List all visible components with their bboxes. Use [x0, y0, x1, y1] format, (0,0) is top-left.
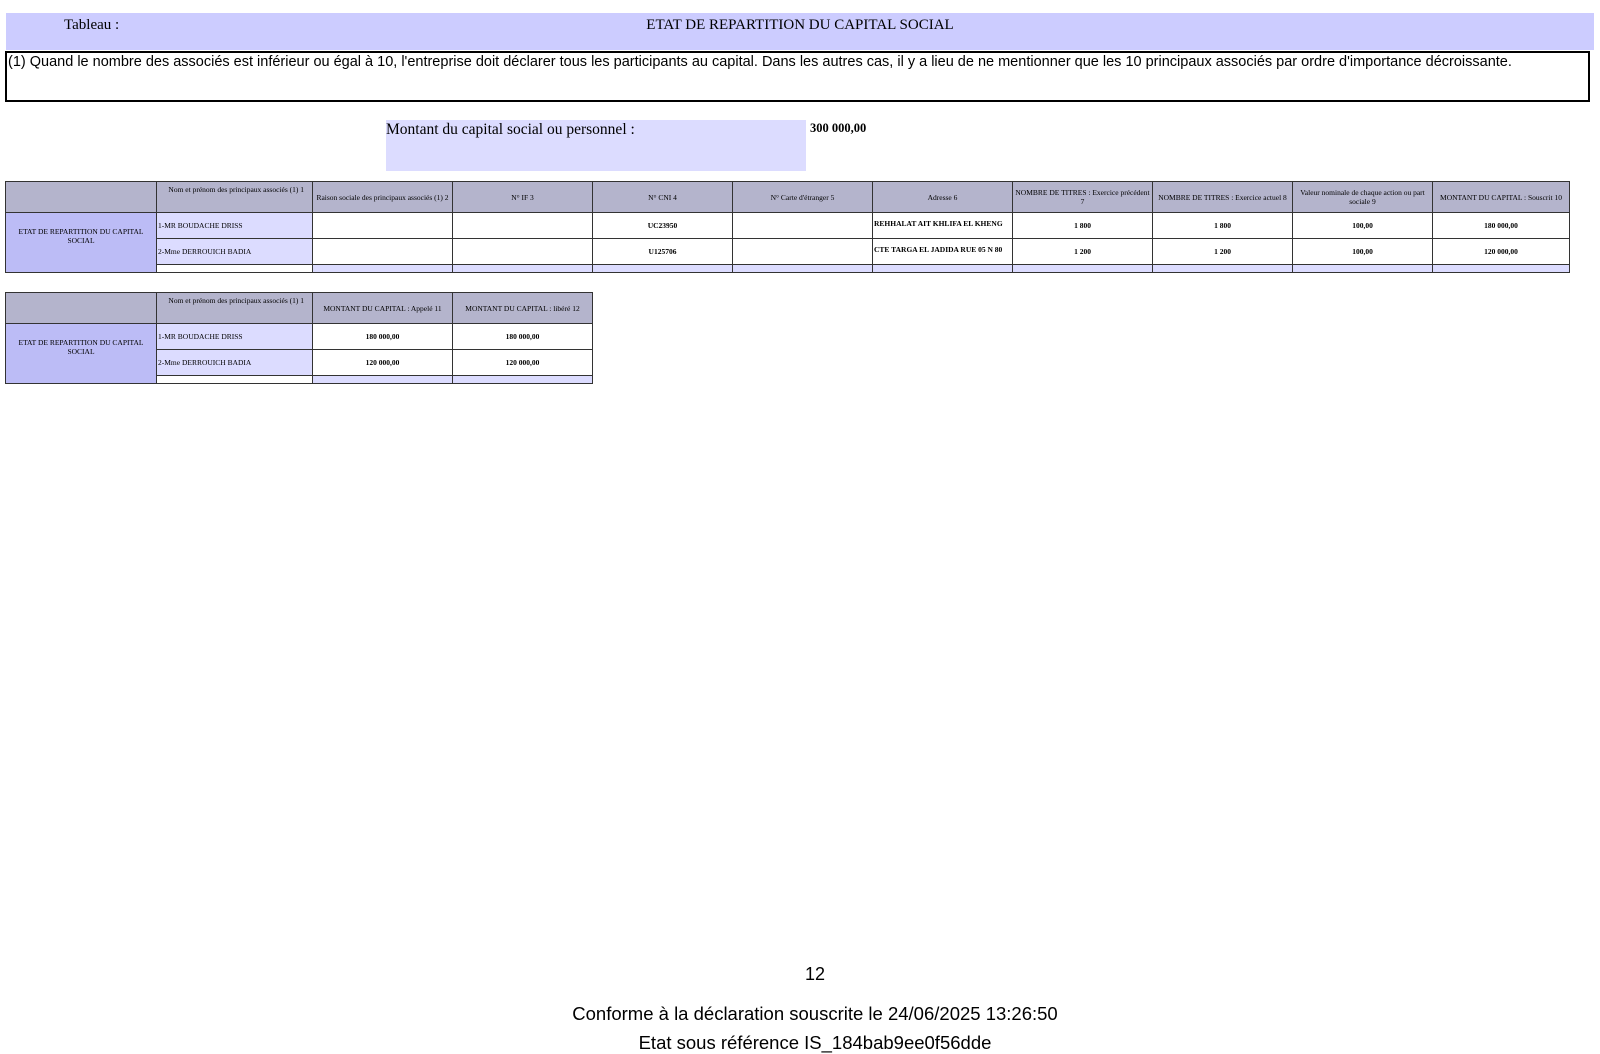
conformity-statement: Conforme à la déclaration souscrite le 24/06/2025 13:26:50	[572, 1003, 1058, 1024]
header-band	[6, 13, 1594, 50]
row-group-header: ETAT DE REPARTITION DU CAPITAL SOCIAL	[6, 213, 157, 273]
blank-cell	[1153, 265, 1293, 273]
blank-cell	[1293, 265, 1433, 273]
header-corner	[6, 182, 157, 213]
cell-raison	[313, 213, 453, 239]
cell-appele: 180 000,00	[313, 324, 453, 350]
blank-cell	[313, 376, 453, 384]
note-box: (1) Quand le nombre des associés est inférieur ou égal à 10, l'entreprise doit déclarer tous les participants au capital. Dans les autres cas, il y a lieu de ne mentionner que les 10 principaux associés par ordre d'importance décroissante.	[5, 51, 1590, 102]
col-header-carte: N° Carte d'étranger 5	[733, 182, 873, 213]
col-header-souscrit: MONTANT DU CAPITAL : Souscrit 10	[1433, 182, 1570, 213]
cell-raison	[313, 239, 453, 265]
cell-titres-prec: 1 200	[1013, 239, 1153, 265]
cell-if	[453, 239, 593, 265]
cell-appele: 120 000,00	[313, 350, 453, 376]
cell-titres-prec: 1 800	[1013, 213, 1153, 239]
blank-cell	[593, 265, 733, 273]
blank-cell	[453, 265, 593, 273]
blank-cell	[1433, 265, 1570, 273]
capital-called-paid-table	[5, 292, 593, 384]
blank-cell	[873, 265, 1013, 273]
capital-value: 300 000,00	[810, 121, 867, 135]
table-row	[6, 213, 1570, 239]
page-title: ETAT DE REPARTITION DU CAPITAL SOCIAL	[646, 17, 954, 33]
cell-libere: 180 000,00	[453, 324, 593, 350]
cell-name: 2-Mme DERROUICH BADIA	[157, 239, 313, 265]
blank-cell	[1013, 265, 1153, 273]
cell-carte	[733, 213, 873, 239]
cell-valeur: 100,00	[1293, 213, 1433, 239]
table-header-row	[6, 293, 593, 324]
col-header-appele: MONTANT DU CAPITAL : Appelé 11	[313, 293, 453, 324]
col-header-name: Nom et prénom des principaux associés (1) 1	[157, 293, 313, 324]
row-group-header: ETAT DE REPARTITION DU CAPITAL SOCIAL	[6, 324, 157, 384]
capital-distribution-table	[5, 181, 1570, 273]
table-total-row	[6, 265, 1570, 273]
cell-valeur: 100,00	[1293, 239, 1433, 265]
cell-if	[453, 213, 593, 239]
capital-label: Montant du capital social ou personnel :	[386, 120, 806, 171]
col-header-libere: MONTANT DU CAPITAL : libéré 12	[453, 293, 593, 324]
cell-titres-act: 1 200	[1153, 239, 1293, 265]
blank-cell	[313, 265, 453, 273]
table-row	[6, 324, 593, 350]
cell-name: 1-MR BOUDACHE DRISS	[157, 213, 313, 239]
cell-cni: UC23950	[593, 213, 733, 239]
cell-name: 2-Mme DERROUICH BADIA	[157, 350, 313, 376]
cell-adresse: REHHALAT AIT KHLIFA EL KHENG	[873, 213, 1013, 239]
cell-titres-act: 1 800	[1153, 213, 1293, 239]
cell-libere: 120 000,00	[453, 350, 593, 376]
col-header-adresse: Adresse 6	[873, 182, 1013, 213]
table-label: Tableau :	[64, 17, 120, 33]
col-header-raison: Raison sociale des principaux associés (1) 2	[313, 182, 453, 213]
reference-statement: Etat sous référence IS_184bab9ee0f56dde	[638, 1032, 992, 1053]
table-header-row	[6, 182, 1570, 213]
col-header-cni: N° CNI 4	[593, 182, 733, 213]
col-header-if: N° IF 3	[453, 182, 593, 213]
cell-adresse: CTE TARGA EL JADIDA RUE 05 N 80	[873, 239, 1013, 265]
blank-cell	[157, 376, 313, 384]
blank-cell	[453, 376, 593, 384]
col-header-titres-prec: NOMBRE DE TITRES : Exercice précédent 7	[1013, 182, 1153, 213]
cell-souscrit: 120 000,00	[1433, 239, 1570, 265]
cell-carte	[733, 239, 873, 265]
table-row	[6, 239, 1570, 265]
blank-cell	[733, 265, 873, 273]
blank-cell	[157, 265, 313, 273]
cell-cni: U125706	[593, 239, 733, 265]
header-corner	[6, 293, 157, 324]
cell-souscrit: 180 000,00	[1433, 213, 1570, 239]
cell-name: 1-MR BOUDACHE DRISS	[157, 324, 313, 350]
page-number: 12	[804, 964, 826, 984]
col-header-name: Nom et prénom des principaux associés (1) 1	[157, 182, 313, 213]
col-header-valeur: Valeur nominale de chaque action ou part sociale 9	[1293, 182, 1433, 213]
col-header-titres-act: NOMBRE DE TITRES : Exercice actuel 8	[1153, 182, 1293, 213]
